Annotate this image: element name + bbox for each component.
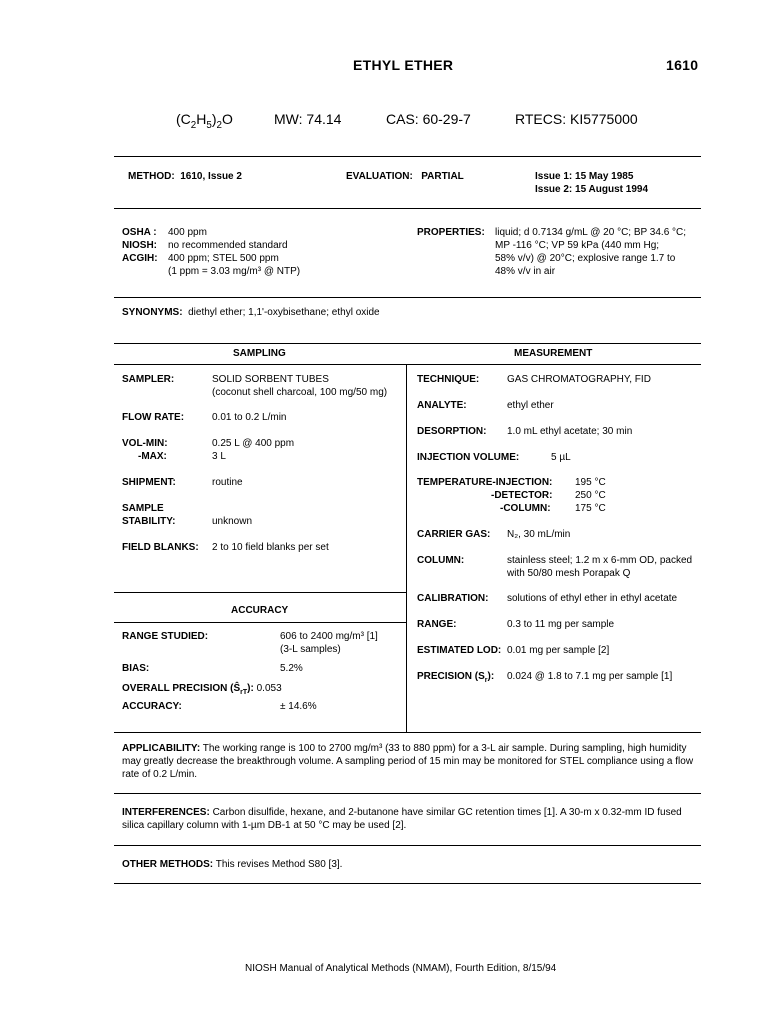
acgih-row	[122, 252, 279, 265]
interferences-paragraph	[122, 806, 697, 832]
vol-min-value: 0.25 L @ 400 ppm	[212, 438, 295, 449]
overall-precision-suffix: ):	[247, 683, 254, 694]
niosh-value: no recommended standard	[168, 240, 288, 251]
technique-value: GAS CHROMATOGRAPHY, FID	[507, 374, 651, 385]
calibration-label: CALIBRATION:	[417, 593, 489, 604]
range-studied-value: 606 to 2400 mg/m³ [1]	[280, 631, 378, 642]
divider	[114, 883, 701, 884]
column-label: COLUMN:	[417, 555, 465, 566]
divider	[114, 845, 701, 846]
chemical-formula: $(C_2H_5)_2O$	[176, 111, 233, 131]
field-blanks-value: 2 to 10 field blanks per set	[212, 542, 329, 553]
range-studied-value: (3-L samples)	[280, 644, 341, 655]
range-studied-label: RANGE STUDIED:	[122, 631, 209, 642]
niosh-row	[122, 239, 288, 252]
accuracy-heading: ACCURACY	[231, 605, 289, 616]
applicability-label: APPLICABILITY:	[122, 743, 201, 754]
divider	[114, 364, 701, 365]
niosh-label: NIOSH:	[122, 240, 157, 251]
precision-label: PRECISION (S	[417, 671, 485, 682]
cas-number: CAS: 60-29-7	[386, 111, 471, 127]
bias-value: 5.2%	[280, 663, 303, 674]
range-value: 0.3 to 11 mg per sample	[507, 619, 615, 630]
estimated-lod-value: 0.01 mg per sample [2]	[507, 645, 610, 656]
stability-label: SAMPLE	[122, 503, 164, 514]
evaluation-row	[346, 170, 464, 183]
synonyms-label: SYNONYMS:	[122, 307, 183, 318]
desorption-value: 1.0 mL ethyl acetate; 30 min	[507, 426, 633, 437]
precision-value: 0.024 @ 1.8 to 7.1 mg per sample [1]	[507, 671, 673, 682]
overall-precision-label: OVERALL PRECISION (Ŝ	[122, 683, 241, 694]
divider	[114, 622, 406, 623]
method-number: 1610	[666, 57, 699, 73]
temp-column-label: -COLUMN:	[500, 503, 551, 514]
shipment-value: routine	[212, 477, 243, 488]
stability-label: STABILITY:	[122, 516, 176, 527]
analyte-label: ANALYTE:	[417, 400, 467, 411]
acgih-value: 400 ppm; STEL 500 ppm	[168, 253, 279, 264]
ppm-conversion: (1 ppm = 3.03 mg/m³ @ NTP)	[168, 266, 301, 277]
desorption-label: DESORPTION:	[417, 426, 487, 437]
properties-line: 58% v/v) @ 20°C; explosive range 1.7 to	[495, 253, 676, 264]
temp-detector-label: -DETECTOR:	[491, 490, 553, 501]
method-value: 1610, Issue 2	[180, 171, 242, 182]
vol-max-value: 3 L	[212, 451, 226, 462]
accuracy-label: ACCURACY:	[122, 701, 182, 712]
acgih-label: ACGIH:	[122, 253, 158, 264]
temp-injection-label: TEMPERATURE-INJECTION:	[417, 477, 553, 488]
bias-label: BIAS:	[122, 663, 150, 674]
divider	[114, 793, 701, 794]
accuracy-value: ± 14.6%	[280, 701, 317, 712]
rtecs-number: RTECS: KI5775000	[515, 111, 638, 127]
divider	[114, 592, 406, 593]
other-methods-row	[122, 858, 342, 871]
temp-column-value: 175 °C	[575, 503, 606, 514]
other-methods-label: OTHER METHODS:	[122, 859, 214, 870]
sampler-label: SAMPLER:	[122, 374, 175, 385]
synonyms-row	[122, 306, 380, 319]
method-row	[128, 170, 242, 183]
estimated-lod-label: ESTIMATED LOD:	[417, 645, 502, 656]
stability-value: unknown	[212, 516, 253, 527]
properties-label: PROPERTIES:	[417, 227, 485, 238]
overall-precision-sub: rT	[240, 689, 248, 696]
vol-max-label: -MAX:	[138, 451, 167, 462]
method-label: METHOD:	[128, 171, 175, 182]
field-blanks-label: FIELD BLANKS:	[122, 542, 199, 553]
divider	[114, 343, 701, 344]
sampler-value: (coconut shell charcoal, 100 mg/50 mg)	[212, 387, 388, 398]
osha-value: 400 ppm	[168, 227, 207, 238]
molecular-weight: MW: 74.14	[274, 111, 342, 127]
precision-sub: r	[484, 677, 488, 684]
osha-row	[122, 226, 207, 239]
column-value: stainless steel; 1.2 m x 6-mm OD, packed	[507, 555, 693, 566]
divider	[114, 208, 701, 209]
technique-label: TECHNIQUE:	[417, 374, 480, 385]
synonyms-value: diethyl ether; 1,1'-oxybisethane; ethyl oxide	[188, 307, 380, 318]
properties-line: MP -116 °C; VP 59 kPa (440 mm Hg;	[495, 240, 660, 251]
overall-precision-row	[122, 682, 282, 695]
issue-1: Issue 1: 15 May 1985	[535, 171, 634, 182]
issue-2: Issue 2: 15 August 1994	[535, 184, 649, 195]
other-methods-text: This revises Method S80 [3].	[215, 859, 343, 870]
interferences-label: INTERFERENCES:	[122, 807, 210, 818]
carrier-gas-label: CARRIER GAS:	[417, 529, 491, 540]
divider	[114, 732, 701, 733]
injection-volume-value: 5 µL	[551, 452, 571, 463]
document-title: ETHYL ETHER	[353, 57, 454, 73]
evaluation-label: EVALUATION:	[346, 171, 413, 182]
measurement-heading: MEASUREMENT	[514, 348, 593, 359]
evaluation-value: PARTIAL	[421, 171, 464, 182]
sampler-value: SOLID SORBENT TUBES	[212, 374, 329, 385]
precision-suffix: ):	[487, 671, 495, 682]
flow-rate-label: FLOW RATE:	[122, 412, 185, 423]
properties-line: 48% v/v in air	[495, 266, 556, 277]
temp-detector-value: 250 °C	[575, 490, 606, 501]
calibration-value: solutions of ethyl ether in ethyl acetate	[507, 593, 678, 604]
analyte-value: ethyl ether	[507, 400, 554, 411]
applicability-text: The working range is 100 to 2700 mg/m³ (33 to 880 ppm) for a 3-L air sample. During sampling, high humidity may greatly decrease the breakthrough volume. A sampling period of 15 min may be monitored for STEL compliance using a flow rate of 0.2 L/min.	[122, 743, 694, 780]
carrier-gas-value: N₂, 30 mL/min	[507, 529, 571, 540]
interferences-text: Carbon disulfide, hexane, and 2-butanone have similar GC retention times [1]. A 30-m x 0.32-mm ID fused silica capillary column with 1-µm DB-1 at 50 °C may be used [2].	[122, 807, 682, 831]
vol-min-label: VOL-MIN:	[122, 438, 168, 449]
osha-label: OSHA :	[122, 227, 157, 238]
column-divider	[406, 364, 407, 732]
temp-injection-value: 195 °C	[575, 477, 606, 488]
divider	[114, 297, 701, 298]
column-value: with 50/80 mesh Porapak Q	[507, 568, 631, 579]
properties-line: liquid; d 0.7134 g/mL @ 20 °C; BP 34.6 °C;	[495, 227, 687, 238]
range-label: RANGE:	[417, 619, 457, 630]
sampling-heading: SAMPLING	[233, 348, 286, 359]
shipment-label: SHIPMENT:	[122, 477, 176, 488]
flow-rate-value: 0.01 to 0.2 L/min	[212, 412, 287, 423]
applicability-paragraph	[122, 742, 697, 781]
page-footer: NIOSH Manual of Analytical Methods (NMAM), Fourth Edition, 8/15/94	[245, 963, 557, 974]
injection-volume-label: INJECTION VOLUME:	[417, 452, 520, 463]
divider	[114, 156, 701, 157]
overall-precision-value: 0.053	[256, 683, 282, 694]
precision-row	[417, 670, 494, 683]
